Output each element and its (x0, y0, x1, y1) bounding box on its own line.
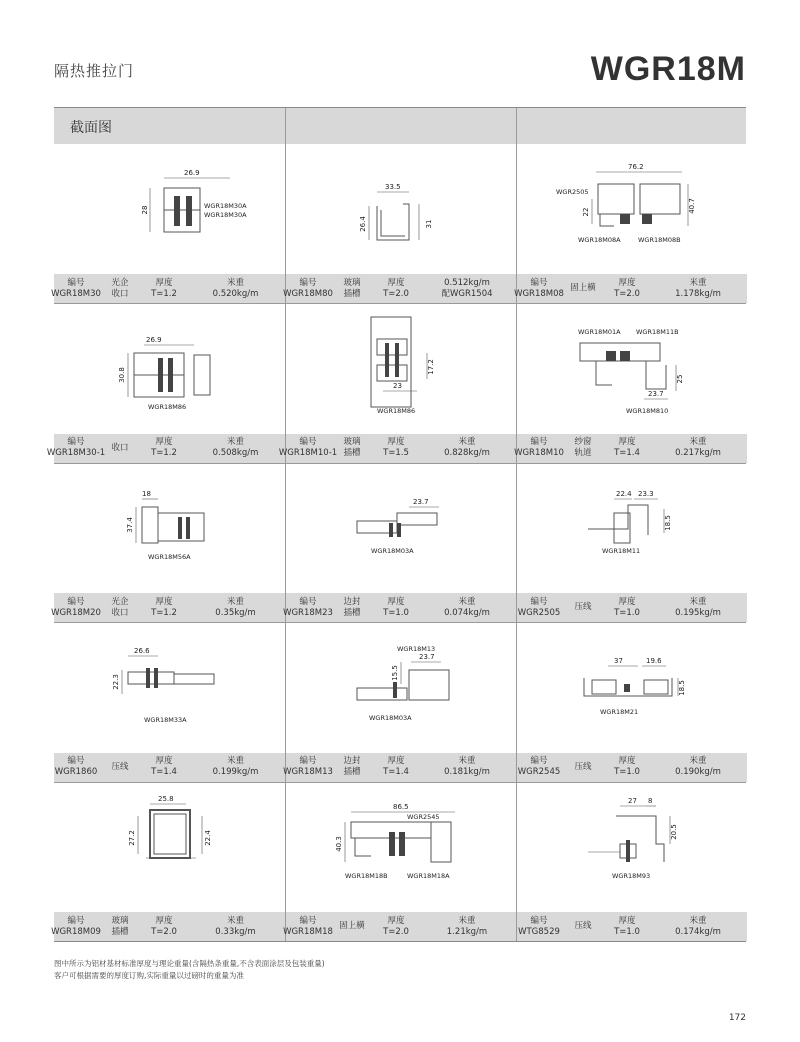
profile-cell (516, 622, 747, 752)
spec-text: T=1.2 (151, 448, 177, 459)
spec-text: 米重 (458, 437, 476, 448)
spec-weight (649, 593, 747, 622)
spec-text: 压线 (574, 602, 592, 613)
spec-text: 编号 (67, 596, 85, 607)
spec-text: 边封 (343, 756, 361, 767)
spec-text: 米重 (689, 596, 707, 607)
profile-cell (285, 782, 516, 912)
spec-text: 米重 (226, 596, 244, 607)
dimension-label: 25.8 (158, 794, 174, 803)
spec-text: 编号 (530, 277, 548, 288)
profile-drawing (516, 303, 747, 433)
profile-code-label: WGR18M33A (144, 716, 187, 725)
spec-weight (418, 912, 516, 941)
dimension-label: 26.9 (146, 336, 162, 345)
spec-text: WGR18M30 (51, 288, 101, 299)
profile-cell (54, 463, 285, 593)
spec-thickness (605, 753, 649, 782)
spec-text: 0.512kg/m (444, 277, 490, 288)
profile-code-label: WGR18M11B (636, 328, 679, 337)
profile-drawing (285, 782, 516, 912)
dimension-label: 30.8 (118, 367, 126, 384)
spec-text: 0.520kg/m (212, 288, 259, 299)
dimension-label: 76.2 (628, 163, 644, 171)
spec-code (517, 912, 561, 941)
spec-text: 编号 (67, 277, 85, 288)
profile-drawing (54, 144, 285, 274)
dimension-label: 23.3 (638, 489, 654, 498)
spec-text: WGR18M20 (51, 607, 101, 618)
spec-text: 编号 (67, 756, 85, 767)
spec-thickness (142, 434, 186, 463)
spec-row (51, 274, 285, 303)
spec-weight (649, 434, 747, 463)
profile-cell (285, 622, 516, 752)
profile-code-label: WGR18M13 (397, 645, 436, 654)
spec-text: 光企 (111, 596, 129, 607)
spec-thickness (374, 912, 418, 941)
spec-thickness (374, 593, 418, 622)
dimension-label: 18.5 (664, 515, 672, 531)
spec-text: T=1.0 (383, 607, 409, 618)
spec-row (283, 912, 516, 941)
spec-text: WTG8529 (518, 926, 560, 937)
spec-weight (186, 912, 285, 941)
spec-text: 厚度 (618, 596, 636, 607)
spec-text: 米重 (689, 915, 707, 926)
spec-text: 编号 (530, 596, 548, 607)
profile-cell (516, 144, 747, 274)
spec-weight (649, 274, 747, 303)
spec-text: WGR18M18 (283, 926, 333, 937)
spec-text: T=1.5 (383, 448, 409, 459)
spec-text: WGR18M10 (514, 448, 564, 459)
spec-usage (330, 912, 374, 941)
spec-weight (186, 593, 285, 622)
spec-text: T=2.0 (383, 926, 409, 937)
spec-text: 编号 (299, 915, 317, 926)
spec-thickness (142, 274, 186, 303)
spec-text: 米重 (226, 756, 244, 767)
spec-usage (561, 753, 605, 782)
dimension-label: 15.5 (391, 665, 399, 681)
spec-text: 玻璃 (111, 915, 129, 926)
spec-text: 厚度 (155, 277, 173, 288)
spec-text: 米重 (226, 915, 244, 926)
profile-code-label: WGR18M30A (204, 202, 247, 210)
spec-thickness (142, 753, 186, 782)
spec-usage (98, 274, 142, 303)
dimension-label: 40.3 (335, 835, 343, 852)
spec-text: 0.828kg/m (444, 448, 490, 459)
dimension-label: 23.7 (413, 497, 429, 506)
spec-usage (561, 593, 605, 622)
spec-text: WGR18M80 (283, 288, 333, 299)
spec-text: 1.21kg/m (446, 926, 488, 937)
spec-text: 插槽 (343, 288, 361, 299)
spec-text: T=1.4 (151, 767, 177, 778)
spec-row (283, 593, 516, 622)
spec-code (283, 912, 333, 941)
profile-code-label: WGR18M03A (371, 546, 414, 555)
profile-drawing (54, 463, 285, 593)
spec-text: 压线 (111, 761, 129, 772)
spec-weight (186, 434, 285, 463)
spec-thickness (374, 753, 418, 782)
dimension-label: 20.5 (670, 823, 678, 840)
spec-text: 压线 (574, 921, 592, 931)
spec-text: 玻璃 (343, 277, 361, 288)
footnote (54, 958, 325, 982)
spec-weight (649, 912, 747, 941)
spec-text: WGR2545 (517, 767, 561, 778)
spec-row (54, 753, 285, 782)
footnote-line: 客户可根据需要的厚度订购,实际重量以过磅时的重量为准 (54, 971, 244, 980)
spec-usage (98, 912, 142, 941)
dimension-label: 22.4 (616, 489, 632, 498)
spec-code (517, 593, 561, 622)
profile-drawing (516, 782, 747, 912)
footnote-line: 图中所示为铝材基材标准厚度与理论重量(含隔热条重量,不含表面涂层及包装重量) (54, 959, 325, 968)
profile-cell (285, 303, 516, 433)
spec-weight (186, 274, 285, 303)
dimension-label: 27.2 (128, 829, 136, 846)
dimension-label: 23 (393, 382, 402, 391)
spec-text: 0.508kg/m (212, 448, 259, 459)
spec-usage (330, 753, 374, 782)
spec-text: 0.35kg/m (215, 607, 256, 618)
dimension-label: 26.9 (184, 169, 200, 177)
spec-text: WGR18M09 (51, 926, 101, 937)
category-title: 隔热推拉门 (54, 62, 135, 80)
spec-row (283, 274, 516, 303)
spec-text: 厚度 (155, 437, 173, 448)
profile-drawing (285, 622, 516, 752)
dimension-label: 26.4 (359, 216, 367, 232)
spec-row (517, 912, 747, 941)
profile-table (46, 107, 746, 942)
spec-text: 米重 (689, 437, 707, 448)
spec-thickness (605, 593, 649, 622)
profile-cell (285, 463, 516, 593)
profile-drawing (285, 144, 516, 274)
profile-code-label: WGR18M56A (148, 552, 191, 561)
profile-cell (54, 303, 285, 433)
spec-row (514, 274, 747, 303)
spec-text: 插槽 (111, 926, 129, 937)
table-header-row (54, 108, 746, 144)
spec-text: 收口 (111, 442, 129, 453)
spec-row (278, 434, 516, 463)
spec-code (283, 753, 333, 782)
spec-text: 边封 (343, 596, 361, 607)
dimension-label: 8 (648, 796, 653, 805)
profile-code-label: WGR18M86 (148, 403, 187, 412)
spec-text: 编号 (299, 437, 317, 448)
profile-drawing (516, 463, 747, 593)
spec-text: 光企 (111, 277, 129, 288)
spec-row (517, 593, 747, 622)
spec-thickness (605, 434, 649, 463)
profile-code-label: WGR18M30A (204, 211, 247, 219)
spec-text: 米重 (689, 756, 707, 767)
spec-text: T=1.4 (383, 767, 409, 778)
spec-text: WGR2505 (517, 607, 561, 618)
spec-usage (330, 274, 374, 303)
spec-text: 编号 (299, 756, 317, 767)
spec-row (51, 593, 285, 622)
spec-text: 固上横 (570, 283, 596, 294)
spec-usage (561, 912, 605, 941)
dimension-label: 22.3 (112, 674, 120, 690)
spec-usage (330, 593, 374, 622)
profile-cell (516, 463, 747, 593)
dimension-label: 17.2 (427, 359, 435, 376)
spec-text: 0.181kg/m (444, 767, 490, 778)
profile-code-label: WGR18M11 (602, 546, 641, 555)
spec-weight (418, 753, 516, 782)
spec-text: 0.074kg/m (444, 607, 490, 618)
spec-weight (186, 753, 285, 782)
profile-code-label: WGR18M86 (377, 407, 416, 416)
spec-row (283, 753, 516, 782)
profile-code-label: WGR2545 (407, 812, 440, 821)
spec-text: 厚度 (387, 596, 405, 607)
dimension-label: 86.5 (393, 802, 409, 811)
spec-text: T=2.0 (614, 288, 640, 299)
spec-code (51, 274, 101, 303)
spec-text: T=2.0 (151, 926, 177, 937)
spec-thickness (374, 274, 418, 303)
page-number: 172 (728, 1013, 746, 1023)
spec-text: 米重 (689, 277, 707, 288)
spec-text: 厚度 (387, 277, 405, 288)
spec-text: 编号 (530, 756, 548, 767)
profile-code-label: WGR18M18A (407, 871, 450, 880)
spec-weight (418, 593, 516, 622)
model-code: WGR18M (590, 50, 746, 88)
spec-code (514, 274, 564, 303)
dimension-label: 33.5 (385, 183, 401, 191)
spec-text: WGR18M23 (283, 607, 333, 618)
spec-text: 厚度 (155, 756, 173, 767)
profile-drawing (516, 622, 747, 752)
spec-code (54, 753, 98, 782)
spec-text: 0.195kg/m (675, 607, 721, 618)
profile-code-label: WGR18M810 (626, 407, 669, 416)
profile-drawing (285, 303, 516, 433)
spec-code (278, 434, 338, 463)
spec-text: 厚度 (387, 756, 405, 767)
spec-code (46, 434, 106, 463)
spec-text: 米重 (226, 437, 244, 448)
profile-drawing (54, 782, 285, 912)
spec-text: 插槽 (343, 767, 361, 778)
profile-cell (54, 782, 285, 912)
spec-text: WGR1860 (54, 767, 98, 778)
spec-text: 1.178kg/m (675, 288, 721, 299)
spec-text: 插槽 (343, 448, 361, 459)
profile-drawing (516, 144, 747, 274)
spec-row (517, 753, 747, 782)
spec-text: T=2.0 (383, 288, 409, 299)
dimension-label: 25 (676, 374, 684, 384)
spec-text: WGR18M13 (283, 767, 333, 778)
dimension-label: 26.6 (134, 647, 150, 656)
spec-code (283, 593, 333, 622)
spec-text: 米重 (458, 915, 476, 926)
dimension-label: 18.5 (678, 680, 686, 696)
spec-text: 收口 (111, 607, 129, 618)
spec-usage (98, 753, 142, 782)
spec-code (283, 274, 333, 303)
dimension-label: 22.4 (204, 829, 212, 846)
spec-text: T=1.0 (614, 767, 640, 778)
dimension-label: 28 (141, 205, 149, 215)
profile-cell (285, 144, 516, 274)
dimension-label: 27 (628, 796, 637, 805)
spec-row (514, 434, 747, 463)
spec-text: 0.217kg/m (675, 448, 721, 459)
spec-text: 米重 (458, 596, 476, 607)
spec-text: T=1.4 (614, 448, 640, 459)
profile-cell (516, 303, 747, 433)
spec-text: 编号 (67, 437, 85, 448)
spec-text: 米重 (226, 277, 244, 288)
spec-text: 收口 (111, 288, 129, 299)
spec-text: T=1.2 (151, 607, 177, 618)
spec-text: 固上横 (339, 921, 365, 931)
spec-row (51, 912, 285, 941)
dimension-label: 23.7 (648, 390, 664, 399)
spec-thickness (374, 434, 418, 463)
profile-cell (516, 782, 747, 912)
spec-text: 压线 (574, 761, 592, 772)
spec-text: 0.174kg/m (675, 926, 721, 937)
spec-code (517, 753, 561, 782)
spec-weight (418, 274, 516, 303)
spec-usage (98, 434, 142, 463)
profile-code-label: WGR18M01A (578, 328, 621, 337)
spec-usage (330, 434, 374, 463)
dimension-label: 23.7 (419, 653, 435, 662)
dimension-label: 37.4 (126, 517, 134, 533)
spec-text: WGR18M30-1 (46, 448, 106, 459)
spec-text: 厚度 (155, 915, 173, 926)
spec-text: WGR18M08 (514, 288, 564, 299)
spec-thickness (605, 274, 649, 303)
profile-drawing (54, 622, 285, 752)
spec-text: 编号 (299, 596, 317, 607)
spec-text: 编号 (67, 915, 85, 926)
spec-text: WGR18M10-1 (278, 448, 338, 459)
spec-text: 厚度 (155, 596, 173, 607)
profile-code-label: WGR18M08B (638, 236, 681, 244)
spec-text: 编号 (530, 915, 548, 926)
spec-text: 玻璃 (343, 437, 361, 448)
dimension-label: 37 (614, 657, 623, 666)
spec-text: 纱窗 (574, 437, 592, 448)
spec-text: 厚度 (618, 277, 636, 288)
spec-text: 米重 (458, 756, 476, 767)
spec-text: 厚度 (618, 437, 636, 448)
spec-text: 0.199kg/m (212, 767, 259, 778)
dimension-label: 19.6 (646, 657, 662, 666)
spec-text: 0.190kg/m (675, 767, 721, 778)
section-header-label: 截面图 (70, 120, 112, 136)
profile-drawing (285, 463, 516, 593)
spec-thickness (605, 912, 649, 941)
profile-code-label: WGR2505 (556, 188, 589, 196)
spec-text: T=1.0 (614, 926, 640, 937)
profile-drawing (54, 303, 285, 433)
spec-text: 0.33kg/m (215, 926, 256, 937)
profile-code-label: WGR18M21 (600, 708, 639, 717)
spec-code (514, 434, 564, 463)
spec-text: 编号 (299, 277, 317, 288)
spec-text: 编号 (530, 437, 548, 448)
spec-text: 厚度 (618, 915, 636, 926)
spec-text: 插槽 (343, 607, 361, 618)
dimension-label: 31 (425, 219, 433, 229)
spec-text: 轨道 (574, 448, 592, 459)
spec-row (46, 434, 285, 463)
spec-text: 配WGR1504 (441, 288, 493, 299)
profile-code-label: WGR18M08A (578, 236, 621, 244)
dimension-label: 18 (142, 489, 151, 498)
spec-usage (98, 593, 142, 622)
profile-cell (54, 622, 285, 752)
profile-cell (54, 144, 285, 274)
profile-code-label: WGR18M93 (612, 871, 651, 880)
spec-text: 厚度 (387, 437, 405, 448)
spec-text: 厚度 (618, 756, 636, 767)
dimension-label: 22 (582, 207, 590, 217)
spec-code (51, 593, 101, 622)
spec-thickness (142, 912, 186, 941)
spec-usage (561, 274, 605, 303)
spec-text: 厚度 (387, 915, 405, 926)
spec-weight (649, 753, 747, 782)
spec-thickness (142, 593, 186, 622)
dimension-label: 40.7 (688, 198, 696, 214)
spec-code (51, 912, 101, 941)
spec-weight (418, 434, 516, 463)
profile-code-label: WGR18M18B (345, 871, 388, 880)
spec-text: T=1.0 (614, 607, 640, 618)
profile-code-label: WGR18M03A (369, 714, 412, 723)
spec-usage (561, 434, 605, 463)
spec-text: T=1.2 (151, 288, 177, 299)
